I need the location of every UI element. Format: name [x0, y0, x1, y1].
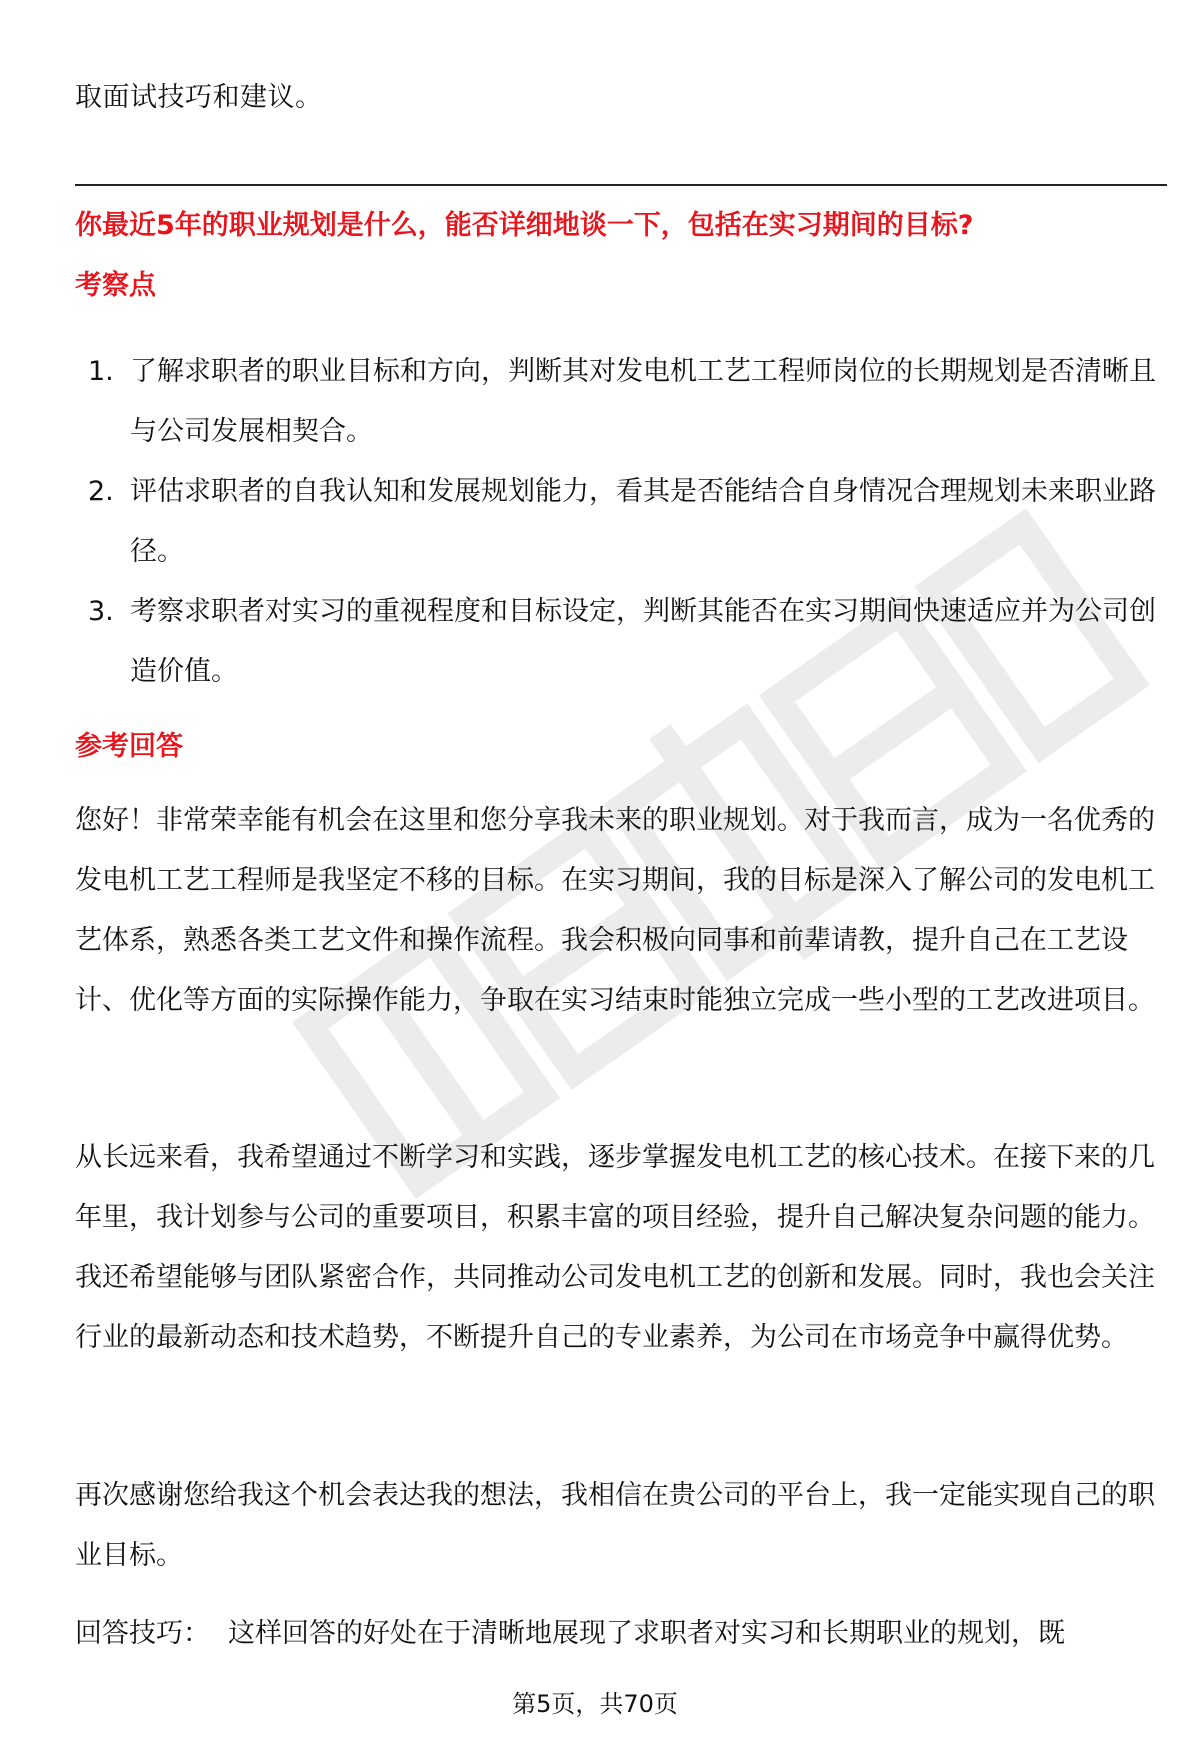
list-item-number: 3.	[88, 596, 114, 627]
points-section-title: 考察点	[75, 270, 156, 301]
list-item-number: 2.	[88, 476, 114, 507]
answer-paragraph: 从长远来看，我希望通过不断学习和实践，逐步掌握发电机工艺的核心技术。在接下来的几年里，我计划参与公司的重要项目，积累丰富的项目经验，提升自己解决复杂问题的能力。我还希望能够与团队紧密合作，共同推动公司发电机工艺的创新和发展。同时，我也会关注行业的最新动态和技术趋势，不断提升自己的专业素养，为公司在市场竞争中赢得优势。	[75, 1142, 1155, 1353]
answer-paragraph: 您好！非常荣幸能有机会在这里和您分享我未来的职业规划。对于我而言，成为一名优秀的发电机工艺工程师是我坚定不移的目标。在实习期间，我的目标是深入了解公司的发电机工艺体系，熟悉各类工艺文件和操作流程。我会积极向同事和前辈请教，提升自己在工艺设计、优化等方面的实际操作能力，争取在实习结束时能独立完成一些小型的工艺改进项目。	[75, 805, 1155, 1016]
list-item	[75, 582, 1170, 702]
list-item	[75, 462, 1170, 582]
list-item-text: 了解求职者的职业目标和方向，判断其对发电机工艺工程师岗位的长期规划是否清晰且与公司发展相契合。	[130, 356, 1156, 447]
page-footer: 第5页，共70页	[512, 1690, 678, 1718]
tips-label: 回答技巧：	[75, 1618, 210, 1649]
section-divider	[75, 184, 1167, 186]
answer-paragraph: 再次感谢您给我这个机会表达我的想法，我相信在贵公司的平台上，我一定能实现自己的职业目标。	[75, 1480, 1155, 1571]
points-list	[75, 342, 1170, 702]
list-item-text: 考察求职者对实习的重视程度和目标设定，判断其能否在实习期间快速适应并为公司创造价值。	[130, 596, 1156, 687]
list-item	[75, 342, 1170, 462]
list-item-text: 评估求职者的自我认知和发展规划能力，看其是否能结合自身情况合理规划未来职业路径。	[130, 476, 1156, 567]
answer-section-title: 参考回答	[75, 731, 183, 762]
list-item-number: 1.	[88, 356, 114, 387]
answer-tips	[75, 1604, 1170, 1664]
tips-text: 这样回答的好处在于清晰地展现了求职者对实习和长期职业的规划，既	[228, 1618, 1065, 1649]
question-heading: 你最近5年的职业规划是什么，能否详细地谈一下，包括在实习期间的目标?	[75, 210, 974, 241]
lead-text: 取面试技巧和建议。	[75, 82, 323, 113]
